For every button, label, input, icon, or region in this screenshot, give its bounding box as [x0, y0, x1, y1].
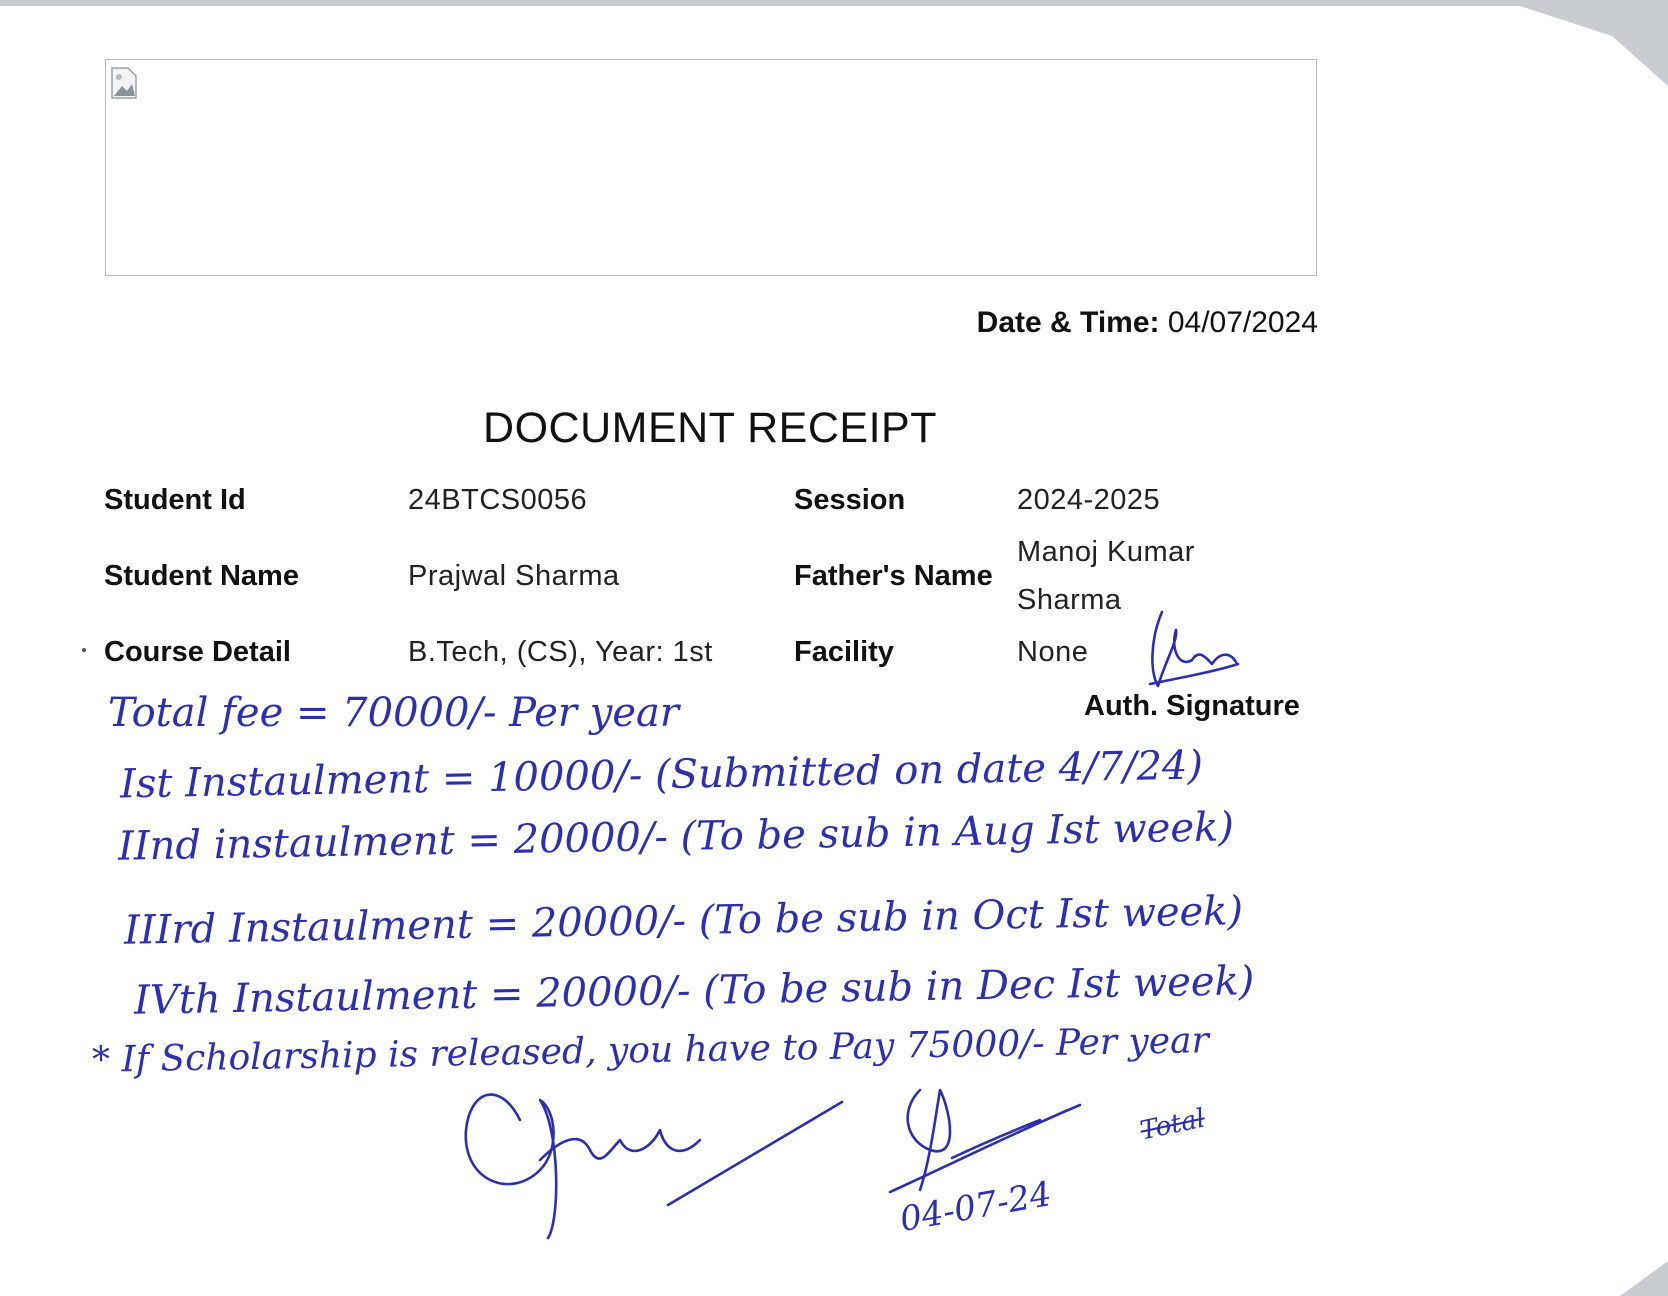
session-label: Session [794, 484, 906, 516]
session-value: 2024-2025 [1017, 484, 1161, 516]
handwritten-struck-word: Total [1137, 1103, 1208, 1147]
facility-value: None [1017, 636, 1089, 668]
broken-image-icon [110, 66, 138, 100]
student-id-label: Student Id [104, 484, 246, 516]
student-name-label: Student Name [104, 560, 299, 592]
header-image-placeholder [105, 59, 1317, 276]
date-value: 04/07/2024 [1167, 306, 1318, 339]
facility-label: Facility [794, 636, 894, 668]
handwritten-scholarship-note: * If Scholarship is released, you have to Pay 75000/- Per year [91, 1020, 1210, 1081]
handwritten-installment-3: IIIrd Instaulment = 20000/- (To be sub in Oct Ist week) [123, 888, 1244, 954]
handwritten-installment-4: IVth Instaulment = 20000/- (To be sub in Dec Ist week) [133, 958, 1255, 1024]
document-title: DOCUMENT RECEIPT [483, 404, 937, 452]
date-label: Date & Time: [976, 306, 1160, 339]
handwritten-total-fee: Total fee = 70000/- Per year [108, 690, 679, 736]
student-id-value: 24BTCS0056 [408, 484, 588, 516]
course-detail-value: B.Tech, (CS), Year: 1st [408, 636, 713, 668]
handwritten-installment-1: Ist Instaulment = 10000/- (Submitted on date 4/7/24) [119, 742, 1204, 808]
date-time [800, 306, 1318, 340]
handwritten-sign-date: 04-07-24 [897, 1174, 1055, 1240]
fathers-name-value: Manoj Kumar Sharma [1017, 536, 1195, 616]
auth-signature-label: Auth. Signature [1084, 690, 1300, 722]
student-name-value: Prajwal Sharma [408, 560, 620, 592]
stray-dot [82, 648, 86, 652]
course-detail-label: Course Detail [104, 636, 291, 668]
fathers-name-label: Father's Name [794, 560, 993, 592]
handwritten-installment-2: IInd instaulment = 20000/- (To be sub in Aug Ist week) [117, 804, 1235, 870]
